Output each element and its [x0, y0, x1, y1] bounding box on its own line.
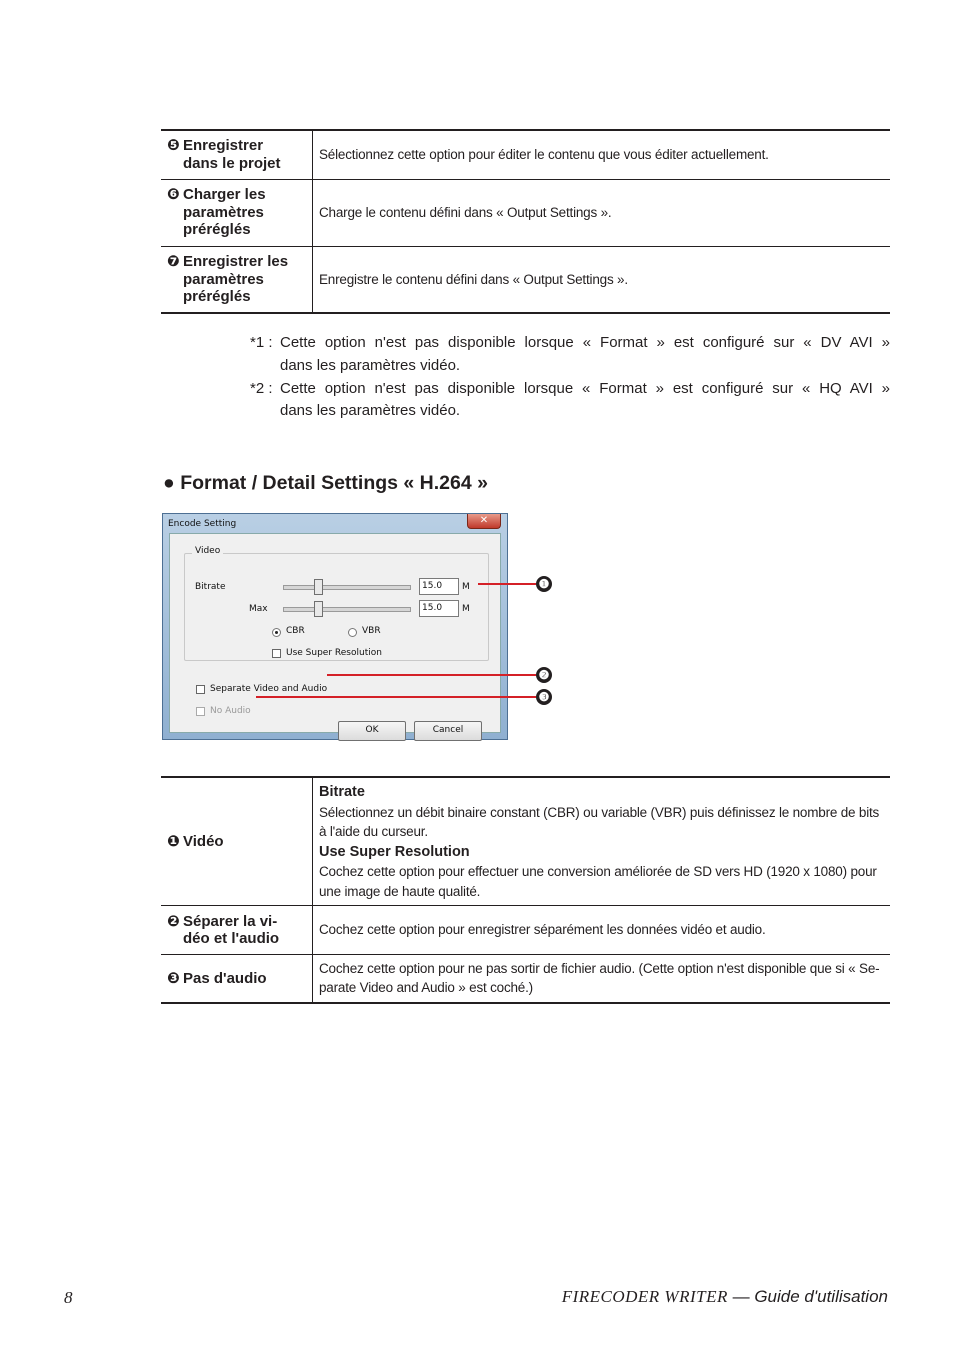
option-label: ❸ Pas d'audio	[161, 955, 313, 1003]
window-title: Encode Setting	[168, 519, 237, 529]
running-footer: FIRECODER WRITER — Guide d'utilisation	[561, 1287, 888, 1306]
option-label: ❶ Vidéo	[161, 777, 313, 906]
bitrate-heading: Bitrate	[319, 784, 365, 800]
cbr-radio[interactable]	[272, 628, 281, 637]
table-row	[161, 777, 890, 906]
number-5-icon: ❺	[167, 137, 180, 155]
cancel-button[interactable]: Cancel	[414, 721, 482, 741]
callout-1-icon: ❶	[536, 576, 552, 592]
vbr-label: VBR	[362, 626, 381, 636]
max-input[interactable]: 15.0	[419, 600, 459, 617]
option-label: ❷ Séparer la vi-déo et l'audio	[161, 906, 313, 955]
separate-video-audio-label: Separate Video and Audio	[210, 684, 328, 694]
option-label: ❻ Charger les paramètres préréglés	[161, 179, 313, 246]
option-description: Sélectionnez cette option pour éditer le contenu que vous éditer actuellement.	[319, 147, 769, 162]
callout-2-icon: ❷	[536, 667, 552, 683]
option-label: ❺ Enregistrer dans le projet	[161, 130, 313, 179]
title-bar	[163, 514, 507, 534]
max-label: Max	[249, 604, 268, 614]
bitrate-input[interactable]: 15.0	[419, 578, 459, 595]
option-description: Cochez cette option pour enregistrer séparément les données vidéo et audio.	[319, 922, 766, 938]
encode-setting-dialog	[162, 513, 508, 740]
no-audio-checkbox[interactable]	[196, 707, 205, 716]
max-slider-thumb[interactable]	[314, 601, 323, 617]
bullet-icon: ●	[163, 472, 175, 494]
options-table-bottom	[161, 776, 890, 1004]
callout-line-1	[478, 583, 536, 585]
options-table-top	[161, 129, 890, 314]
option-description: Cochez cette option pour ne pas sortir de fichier audio. (Cette option n'est disponible que si « Se-parate Video and Audio » est coché.)	[319, 960, 880, 996]
close-button[interactable]: ✕	[467, 514, 501, 529]
number-3-icon: ❸	[167, 969, 180, 987]
callout-3-icon: ❸	[536, 689, 552, 705]
table-row	[161, 179, 890, 246]
dialog-client	[169, 533, 501, 733]
number-6-icon: ❻	[167, 186, 180, 204]
callout-line-3	[256, 696, 536, 698]
bitrate-unit: M	[462, 582, 470, 592]
vbr-radio[interactable]	[348, 628, 357, 637]
option-description: Bitrate Sélectionnez un débit binaire constant (CBR) ou variable (VBR) puis définissez le nombre de bits à l'aide du curseur. Use Super Resolution Cochez cette option pour effectuer une conversion améliorée de SD vers HD (1920 x 1080) pour une image de haute qualité.	[319, 784, 880, 899]
section-heading: ● Format / Detail Settings « H.264 »	[163, 472, 488, 494]
number-7-icon: ❼	[167, 253, 180, 270]
guide-title: Guide d'utilisation	[754, 1287, 888, 1306]
footnote: *1 : Cette option n'est pas disponible lorsque « Format » est configuré sur « DV AVI » dans les paramètres vidéo.	[250, 334, 890, 374]
number-1-icon: ❶	[167, 832, 180, 850]
bitrate-slider-thumb[interactable]	[314, 579, 323, 595]
no-audio-label: No Audio	[210, 706, 251, 716]
max-slider[interactable]	[283, 607, 411, 612]
option-label: ❼ Enregistrer les paramètres préréglés	[161, 246, 313, 313]
product-name: FIRECODER WRITER	[561, 1287, 728, 1306]
footnotes	[250, 332, 890, 423]
separate-video-audio-checkbox[interactable]	[196, 685, 205, 694]
option-description: Charge le contenu défini dans « Output Settings ».	[319, 204, 612, 220]
table-row	[161, 906, 890, 955]
callout-line-2	[327, 674, 536, 676]
ok-button[interactable]: OK	[338, 721, 406, 741]
page-number: 8	[64, 1288, 73, 1307]
super-resolution-label: Use Super Resolution	[286, 648, 382, 658]
table-row	[161, 130, 890, 179]
table-row	[161, 246, 890, 313]
max-unit: M	[462, 604, 470, 614]
footnote: *2 : Cette option n'est pas disponible lorsque « Format » est configuré sur « HQ AVI » dans les paramètres vidéo.	[250, 379, 890, 420]
number-2-icon: ❷	[167, 912, 180, 930]
video-group-label: Video	[192, 546, 223, 556]
super-resolution-heading: Use Super Resolution	[319, 843, 470, 860]
table-row	[161, 955, 890, 1003]
cbr-label: CBR	[286, 626, 305, 636]
bitrate-label: Bitrate	[195, 582, 226, 592]
option-description: Enregistre le contenu défini dans « Output Settings ».	[319, 271, 628, 287]
bitrate-slider[interactable]	[283, 585, 411, 590]
super-resolution-checkbox[interactable]	[272, 649, 281, 658]
